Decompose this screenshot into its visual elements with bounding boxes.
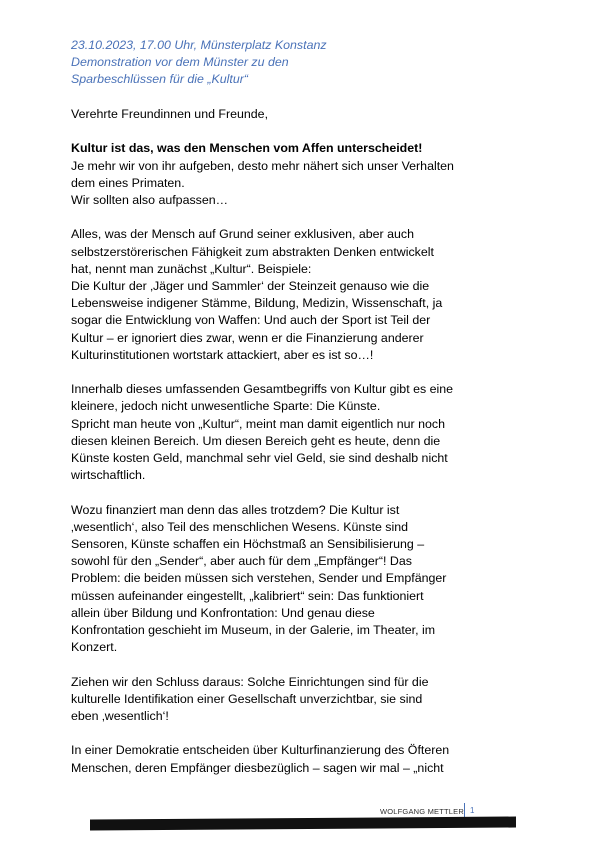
- text-line: dem eines Primaten.: [71, 175, 185, 190]
- text-line: Die Kultur der ‚Jäger und Sammler‘ der Steinzeit genauso wie die: [71, 279, 430, 293]
- event-date-location: 23.10.2023, 17.00 Uhr, Münsterplatz Konstanz: [71, 38, 327, 52]
- paragraph-6: [71, 742, 501, 776]
- salutation: Verehrte Freundinnen und Freunde,: [71, 107, 269, 121]
- text-line: hat, nennt man zunächst „Kultur“. Beispiele:: [71, 261, 312, 276]
- event-title-line-1: Demonstration vor dem Münster zu den: [71, 55, 289, 70]
- paragraph-2: [71, 226, 501, 364]
- text-line: Sensoren, Künste schaffen ein Höchstmaß an Sensibilisierung –: [71, 537, 425, 552]
- text-line: selbstzerstörerischen Fähigkeit zum abstrakten Denken entwickelt: [71, 244, 434, 259]
- text-line: Lebensweise indigener Stämme, Bildung, Medizin, Wissenschaft, ja: [71, 296, 443, 311]
- paragraph-5: [71, 674, 501, 726]
- text-line: Problem: die beiden müssen sich verstehen, Sender und Empfänger: [71, 571, 447, 586]
- text-line: Spricht man heute von „Kultur“, meint man damit eigentlich nur noch: [71, 416, 445, 431]
- thesis-line: Kultur ist das, was den Menschen vom Affen unterscheidet!: [71, 141, 423, 156]
- footer-redaction-bar: [90, 817, 516, 831]
- text-line: Konfrontation geschieht im Museum, in der Galerie, im Theater, im: [71, 623, 436, 638]
- speech-body: [71, 106, 501, 777]
- event-header: [71, 37, 491, 89]
- text-line: Kulturinstitutionen wortstark attackiert, aber es ist so…!: [71, 347, 374, 362]
- text-line: Kultur – er ignoriert dies zwar, wenn er die Finanzierung anderer: [71, 330, 424, 345]
- text-line: Wozu finanziert man denn das alles trotzdem? Die Kultur ist: [71, 502, 400, 517]
- text-line: Wir sollten also aufpassen…: [71, 193, 229, 207]
- text-line: eben ‚wesentlich‘!: [71, 709, 169, 724]
- paragraph-1: [71, 140, 501, 209]
- text-line: Alles, was der Mensch auf Grund seiner exklusiven, aber auch: [71, 227, 414, 242]
- text-line: Je mehr wir von ihr aufgeben, desto mehr nähert sich unser Verhalten: [71, 158, 454, 173]
- text-line: Innerhalb dieses umfassenden Gesamtbegriffs von Kultur gibt es eine: [71, 382, 454, 397]
- text-line: ‚wesentlich‘, also Teil des menschlichen Wesens. Künste sind: [71, 519, 409, 534]
- text-line: müssen aufeinander eingestellt, „kalibriert“ sein: Das funktioniert: [71, 588, 424, 603]
- text-line: Menschen, deren Empfänger diesbezüglich – sagen wir mal – „nicht: [71, 760, 444, 775]
- event-title-line-2: Sparbeschlüssen für die „Kultur“: [71, 72, 248, 87]
- text-line: diesen kleinen Bereich. Um diesen Bereich geht es heute, denn die: [71, 433, 441, 448]
- text-line: allein über Bildung und Konfrontation: Und genau diese: [71, 605, 375, 620]
- text-line: Künste kosten Geld, manchmal sehr viel Geld, sie sind deshalb nicht: [71, 451, 448, 466]
- page-number: 1: [470, 806, 475, 815]
- text-line: sogar die Entwicklung von Waffen: Und auch der Sport ist Teil der: [71, 313, 431, 328]
- text-line: kulturelle Identifikation einer Gesellschaft unverzichtbar, sie sind: [71, 691, 423, 706]
- text-line: Ziehen wir den Schluss daraus: Solche Einrichtungen sind für die: [71, 674, 429, 689]
- text-line: sowohl für den „Sender“, aber auch für dem „Empfänger“! Das: [71, 554, 412, 569]
- text-line: Konzert.: [71, 640, 118, 655]
- text-line: wirtschaftlich.: [71, 468, 146, 483]
- paragraph-3: [71, 381, 501, 484]
- text-line: kleinere, jedoch nicht unwesentliche Sparte: Die Künste.: [71, 399, 381, 414]
- paragraph-4: [71, 502, 501, 657]
- text-line: In einer Demokratie entscheiden über Kulturfinanzierung des Öfteren: [71, 743, 450, 758]
- footer-author: WOLFGANG METTLER: [379, 807, 464, 816]
